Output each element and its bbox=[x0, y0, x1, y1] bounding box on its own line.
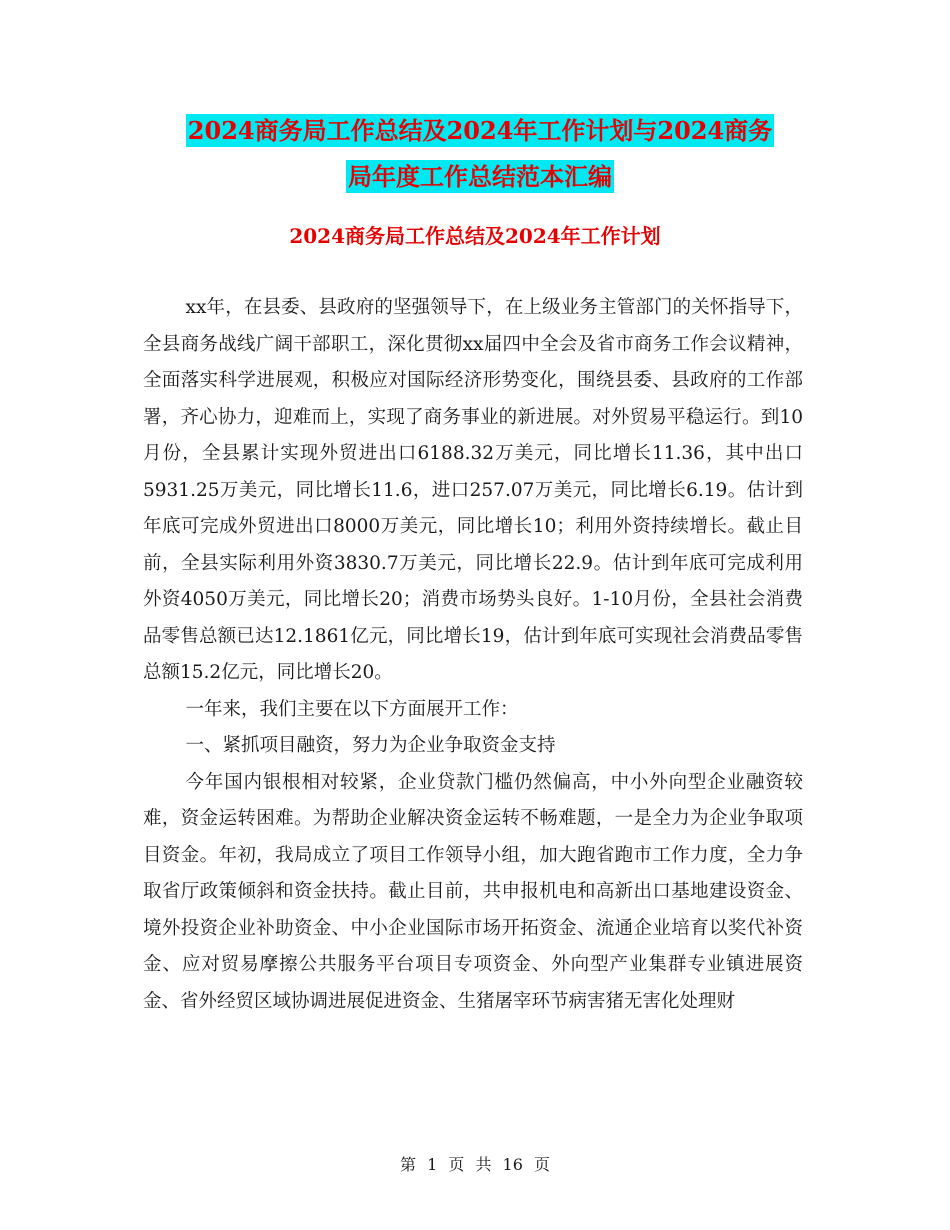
section-subtitle: 2024商务局工作总结及2024年工作计划 bbox=[289, 224, 661, 248]
paragraph-summary-lead: 一年来，我们主要在以下方面展开工作： bbox=[185, 698, 519, 720]
title-line-2: 局年度工作总结范本汇编 bbox=[348, 162, 612, 191]
paragraph-intro: xx年，在县委、县政府的坚强领导下，在上级业务主管部门的关怀指导下，全县商务战线广阔干部职工，深化贯彻xx届四中全会及省市商务工作会议精神，全面落实科学进展观，积极应对国际经济形势变化，围绕县委、县政府的工作部署，齐心协力，迎难而上，实现了商务事业的新进展。对外贸易平稳运行。到10月份，全县累计实现外贸进出口6188.32万美元，同比增长11.36，其中出口5931.25万美元，同比增长11.6，进口257.07万美元，同比增长6.19。估计到年底可完成外贸进出口8000万美元，同比增长10；利用外资持续增长。截止目前，全县实际利用外资3830.7万美元，同比增长22.9。估计到年底可完成利用外资4050万美元，同比增长20；消费市场势头良好。1-10月份，全县社会消费品零售总额已达12.1861亿元，同比增长19，估计到年底可实现社会消费品零售总额15.2亿元，同比增长20。 bbox=[143, 297, 803, 683]
paragraph-financing: 今年国内银根相对较紧，企业贷款门槛仍然偏高，中小外向型企业融资较难，资金运转困难。为帮助企业解决资金运转不畅难题，一是全力为企业争取项目资金。年初，我局成立了项目工作领导小组，加大跑省跑市工作力度，全力争取省厅政策倾斜和资金扶持。截止目前，共申报机电和高新出口基地建设资金、境外投资企业补助资金、中小企业国际市场开拓资金、流通企业培育以奖代补资金、应对贸易摩擦公共服务平台项目专项资金、外向型产业集群专业镇进展资金、省外经贸区域协调进展促进资金、生猪屠宰环节病害猪无害化处理财 bbox=[143, 771, 803, 1012]
document-title bbox=[120, 108, 840, 200]
section-heading-1: 一、紧抓项目融资，努力为企业争取资金支持 bbox=[185, 735, 556, 756]
title-line-1: 2024商务局工作总结及2024年工作计划与2024商务 bbox=[187, 116, 773, 145]
document-body bbox=[143, 290, 803, 1020]
page-footer: 第 1 页 共 16 页 bbox=[400, 1155, 550, 1174]
